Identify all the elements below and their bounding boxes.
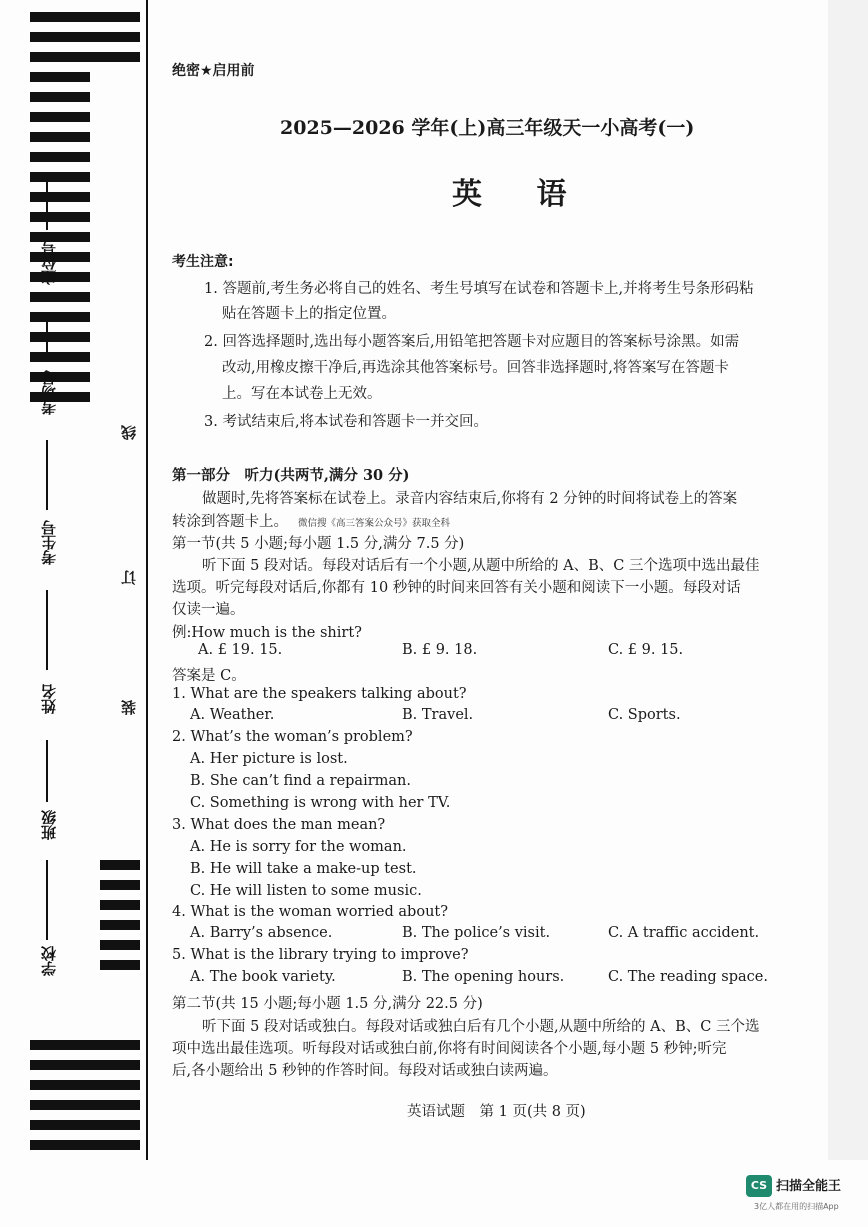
q4-option-c: C. A traffic accident. bbox=[608, 925, 760, 941]
scanner-watermark bbox=[746, 1173, 846, 1213]
secret-label: 绝密★启用前 bbox=[172, 63, 255, 79]
example-option-b: B. £ 9. 18. bbox=[402, 642, 478, 658]
notice-heading: 考生注意: bbox=[172, 254, 234, 270]
part1-heading: 第一部分 听力(共两节,满分 30 分) bbox=[172, 467, 410, 484]
q2-option-a: A. Her picture is lost. bbox=[190, 751, 348, 767]
q3-option-b: B. He will take a make-up test. bbox=[190, 861, 417, 877]
question-2: 2. What’s the woman’s problem? bbox=[172, 729, 413, 745]
question-4: 4. What is the woman worried about? bbox=[172, 904, 449, 920]
student-no-label: 考生号 bbox=[40, 520, 58, 565]
section2-heading: 第二节(共 15 小题;每小题 1.5 分,满分 22.5 分) bbox=[172, 996, 483, 1012]
q2-option-c: C. Something is wrong with her TV. bbox=[190, 795, 451, 811]
notice-item: 贴在答题卡上的指定位置。 bbox=[222, 306, 396, 322]
q1-option-a: A. Weather. bbox=[190, 707, 275, 723]
q1-option-b: B. Travel. bbox=[402, 707, 474, 723]
question-1: 1. What are the speakers talking about? bbox=[172, 686, 467, 702]
q4-option-a: A. Barry’s absence. bbox=[190, 925, 333, 941]
section2-intro: 后,各小题给出 5 秒钟的作答时间。每段对话或独白读两遍。 bbox=[172, 1063, 558, 1079]
section1-intro: 听下面 5 段对话。每段对话后有一个小题,从题中所给的 A、B、C 三个选项中选出最佳 bbox=[202, 558, 760, 574]
camscanner-logo-icon: CS bbox=[746, 1175, 772, 1197]
section1-intro: 选项。听完每段对话后,你都有 10 秒钟的时间来回答有关小题和阅读下一小题。每段对话 bbox=[172, 580, 741, 596]
seat-label: 座位号 bbox=[40, 240, 58, 285]
example-option-a: A. £ 19. 15. bbox=[198, 642, 283, 658]
q2-option-b: B. She can’t find a repairman. bbox=[190, 773, 411, 789]
example-option-c: C. £ 9. 15. bbox=[608, 642, 684, 658]
class-label: 班级 bbox=[40, 810, 58, 840]
school-label: 学校 bbox=[40, 946, 58, 976]
section1-heading: 第一节(共 5 小题;每小题 1.5 分,满分 7.5 分) bbox=[172, 536, 465, 552]
q1-option-c: C. Sports. bbox=[608, 707, 681, 723]
notice-item: 2. 回答选择题时,选出每小题答案后,用铅笔把答题卡对应题目的答案标号涂黑。如需 bbox=[204, 334, 740, 350]
watermark-text: 微信搜《高三答案公众号》获取全科 bbox=[298, 518, 451, 529]
notice-item: 3. 考试结束后,将本试卷和答题卡一并交回。 bbox=[204, 414, 489, 430]
question-5: 5. What is the library trying to improve? bbox=[172, 947, 469, 963]
scanner-tagline: 3亿人都在用的扫描App bbox=[754, 1202, 839, 1211]
q4-option-b: B. The police’s visit. bbox=[402, 925, 551, 941]
exam-title: 2025—2026 学年(上)高三年级天一小高考(一) bbox=[280, 117, 695, 139]
section1-intro: 仅读一遍。 bbox=[172, 602, 245, 618]
binding-mark-line: 线 bbox=[120, 425, 138, 440]
notice-item: 1. 答题前,考生务必将自己的姓名、考生号填写在试卷和答题卡上,并将考生号条形码粘 bbox=[204, 281, 754, 297]
exam-room-label: 考场号 bbox=[40, 370, 58, 415]
name-label: 姓名 bbox=[40, 684, 58, 714]
binding-mark-zhuang: 装 bbox=[120, 700, 138, 715]
section2-intro: 项中选出最佳选项。听每段对话或独白前,你将有时间阅读各个小题,每小题 5 秒钟;听完 bbox=[172, 1041, 727, 1057]
example-question: 例:How much is the shirt? bbox=[172, 625, 362, 641]
question-3: 3. What does the man mean? bbox=[172, 817, 386, 833]
scanner-app-name: 扫描全能王 bbox=[776, 1179, 842, 1194]
q5-option-a: A. The book variety. bbox=[190, 969, 336, 985]
page-footer: 英语试题 第 1 页(共 8 页) bbox=[407, 1104, 586, 1120]
notice-item: 改动,用橡皮擦干净后,再选涂其他答案标号。回答非选择题时,将答案写在答题卡 bbox=[222, 360, 729, 376]
notice-item: 上。写在本试卷上无效。 bbox=[222, 386, 382, 402]
section2-intro: 听下面 5 段对话或独白。每段对话或独白后有几个小题,从题中所给的 A、B、C 三个选 bbox=[202, 1019, 760, 1035]
page-edge-shadow bbox=[828, 0, 868, 1160]
part1-intro: 做题时,先将答案标在试卷上。录音内容结束后,你将有 2 分钟的时间将试卷上的答案 bbox=[202, 491, 738, 507]
q5-option-c: C. The reading space. bbox=[608, 969, 768, 985]
q3-option-c: C. He will listen to some music. bbox=[190, 883, 422, 899]
example-answer: 答案是 C。 bbox=[172, 668, 246, 684]
subject-title: 英 语 bbox=[452, 177, 589, 212]
q3-option-a: A. He is sorry for the woman. bbox=[190, 839, 407, 855]
part1-intro: 转涂到答题卡上。 bbox=[172, 514, 288, 530]
q5-option-b: B. The opening hours. bbox=[402, 969, 565, 985]
binding-mark-ding: 订 bbox=[120, 570, 138, 585]
